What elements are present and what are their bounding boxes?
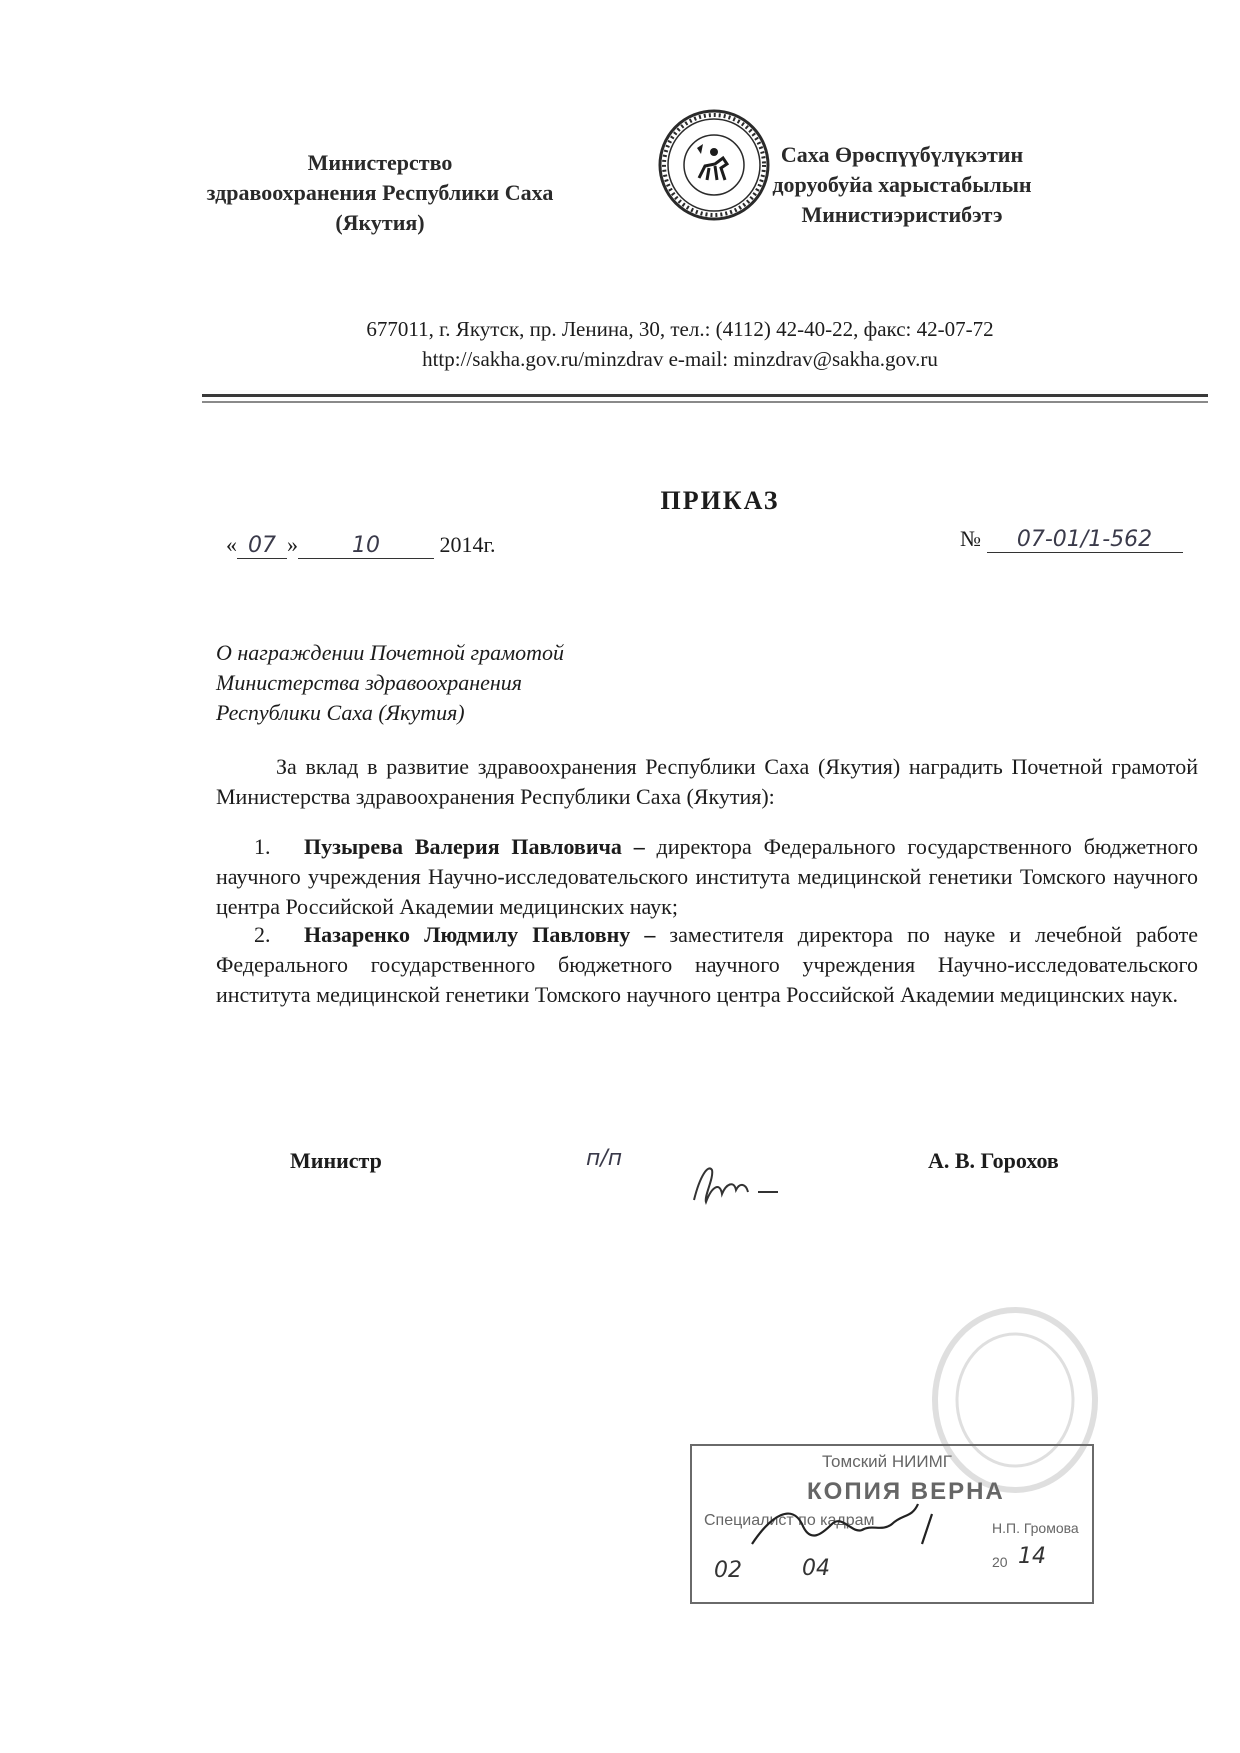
subject-line: О награждении Почетной грамотой [216, 640, 565, 665]
ministry-line: доруобуйа харыстабылын [772, 172, 1032, 197]
ministry-name-yakut [762, 140, 1042, 230]
signature-scribble-icon [686, 1156, 806, 1212]
ministry-line: Саха Өрөспүүбүлүкэтин [780, 142, 1024, 167]
certified-copy-stamp [690, 1444, 1094, 1604]
date-quote-open: « [226, 532, 237, 557]
order-date [226, 532, 496, 566]
date-quote-close: » [287, 532, 298, 557]
web-email-line: http://sakha.gov.ru/minzdrav e-mail: minzdrav@sakha.gov.ru [422, 347, 938, 371]
stamp-title: КОПИЯ ВЕРНА [807, 1478, 1005, 1505]
handwritten-signature [686, 1156, 806, 1217]
awardee-position: директора Федерального государственного бюджетного научного учреждения Научно-исследовательского института медицинской генетики Томского научного центра Российской Академии медицинских наук; [216, 834, 1198, 919]
ministry-line: здравоохранения Республики Саха [206, 180, 554, 205]
awardee-name: Пузырева Валерия Павловича – [304, 834, 645, 859]
award-item [216, 832, 1198, 922]
stamp-day: 02 [714, 1558, 742, 1583]
stamp-org: Томский НИИМГ [822, 1452, 952, 1471]
stamp-role: Специалист по кадрам [704, 1512, 875, 1529]
address-line: 677011, г. Якутск, пр. Ленина, 30, тел.: (4112) 42-40-22, факс: 42-07-72 [366, 317, 994, 341]
awardee-name: Назаренко Людмилу Павловну – [304, 922, 656, 947]
signatory-position: Министр [290, 1148, 382, 1173]
number-label: № [960, 526, 981, 551]
stamp-year: 14 [1018, 1544, 1046, 1569]
order-intro: За вклад в развитие здравоохранения Республики Саха (Якутия) наградить Почетной грамотой Министерства здравоохранения Республики Саха (Якутия): [216, 754, 1198, 809]
signatory-name: А. В. Горохов [928, 1148, 1059, 1173]
stamp-person: Н.П. Громова [992, 1520, 1079, 1536]
item-number: 2. [254, 922, 271, 947]
republic-emblem [657, 108, 771, 222]
stamp-year-prefix: 20 [992, 1554, 1008, 1570]
number-value: 07-01/1-562 [987, 527, 1183, 553]
subject-line: Республики Саха (Якутия) [216, 700, 465, 725]
document-title: ПРИКАЗ [660, 486, 780, 515]
award-item [216, 920, 1198, 1010]
signature-mark: п/п [586, 1146, 623, 1171]
ministry-line: Министиэристибэтэ [801, 202, 1003, 227]
stamp-month: 04 [802, 1556, 830, 1581]
ministry-name-russian [200, 148, 560, 238]
stamp-signature-icon [732, 1494, 972, 1564]
awardee-position: заместителя директора по науке и лечебной работе Федерального государственного бюджетного научного учреждения Научно-исследовательского института медицинской генетики Томского научного центра Российской Академии медицинских наук. [216, 922, 1198, 1007]
ministry-line: Министерство [307, 150, 453, 175]
header-divider [202, 394, 1208, 397]
ministry-line: (Якутия) [335, 210, 425, 235]
contact-block [300, 314, 1060, 374]
order-subject [216, 638, 696, 728]
item-number: 1. [254, 834, 271, 859]
date-day: 07 [237, 533, 287, 559]
date-month: 10 [298, 533, 434, 559]
emblem-seal-icon [657, 108, 771, 222]
date-year: 2014г. [439, 532, 496, 557]
header-divider-thin [202, 401, 1208, 403]
order-number [960, 526, 1183, 553]
subject-line: Министерства здравоохранения [216, 670, 523, 695]
